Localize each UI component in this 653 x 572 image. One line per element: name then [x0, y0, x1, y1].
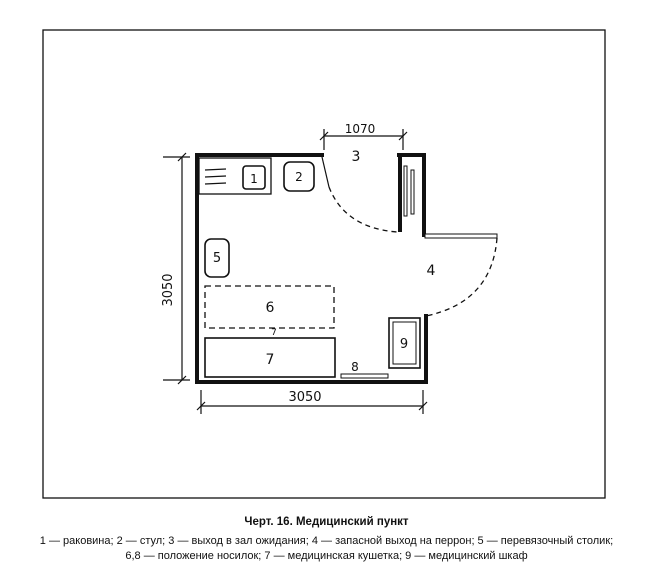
dimension-bottom-label: 3050	[288, 390, 322, 405]
wall-shelf	[411, 170, 414, 214]
drawing-frame	[43, 30, 605, 498]
door-3-swing	[329, 187, 397, 232]
label-7: 7	[265, 352, 275, 368]
stretcher-position-8	[341, 374, 388, 378]
label-1: 1	[250, 172, 258, 186]
label-5: 5	[212, 251, 222, 266]
label-7-small: 7	[271, 328, 277, 338]
legend-line-2: 6,8 — положение носилок; 7 — медицинская кушетка; 9 — медицинский шкаф	[125, 550, 528, 562]
dimension-top-label: 1070	[344, 122, 376, 136]
label-8: 8	[351, 360, 359, 374]
dimension-left	[163, 153, 190, 384]
wall-shelf	[404, 166, 407, 216]
label-6: 6	[265, 300, 275, 316]
dimension-left-label: 3050	[161, 273, 176, 307]
label-4: 4	[426, 263, 436, 279]
label-3: 3	[351, 149, 361, 165]
door-jamb	[398, 156, 402, 232]
label-2: 2	[295, 170, 303, 184]
door-4-swing	[426, 238, 497, 316]
drain-board-line	[205, 169, 226, 170]
door-4-leaf	[425, 234, 497, 238]
drain-board-line	[205, 183, 226, 184]
label-9: 9	[399, 337, 409, 352]
figure-title: Черт. 16. Медицинский пункт	[244, 516, 409, 528]
legend-line-1: 1 — раковина; 2 — стул; 3 — выход в зал ожидания; 4 — запасной выход на перрон; 5 — перевязочный столик;	[39, 535, 614, 547]
door-3-leaf	[322, 157, 329, 187]
drain-board-line	[205, 176, 226, 177]
